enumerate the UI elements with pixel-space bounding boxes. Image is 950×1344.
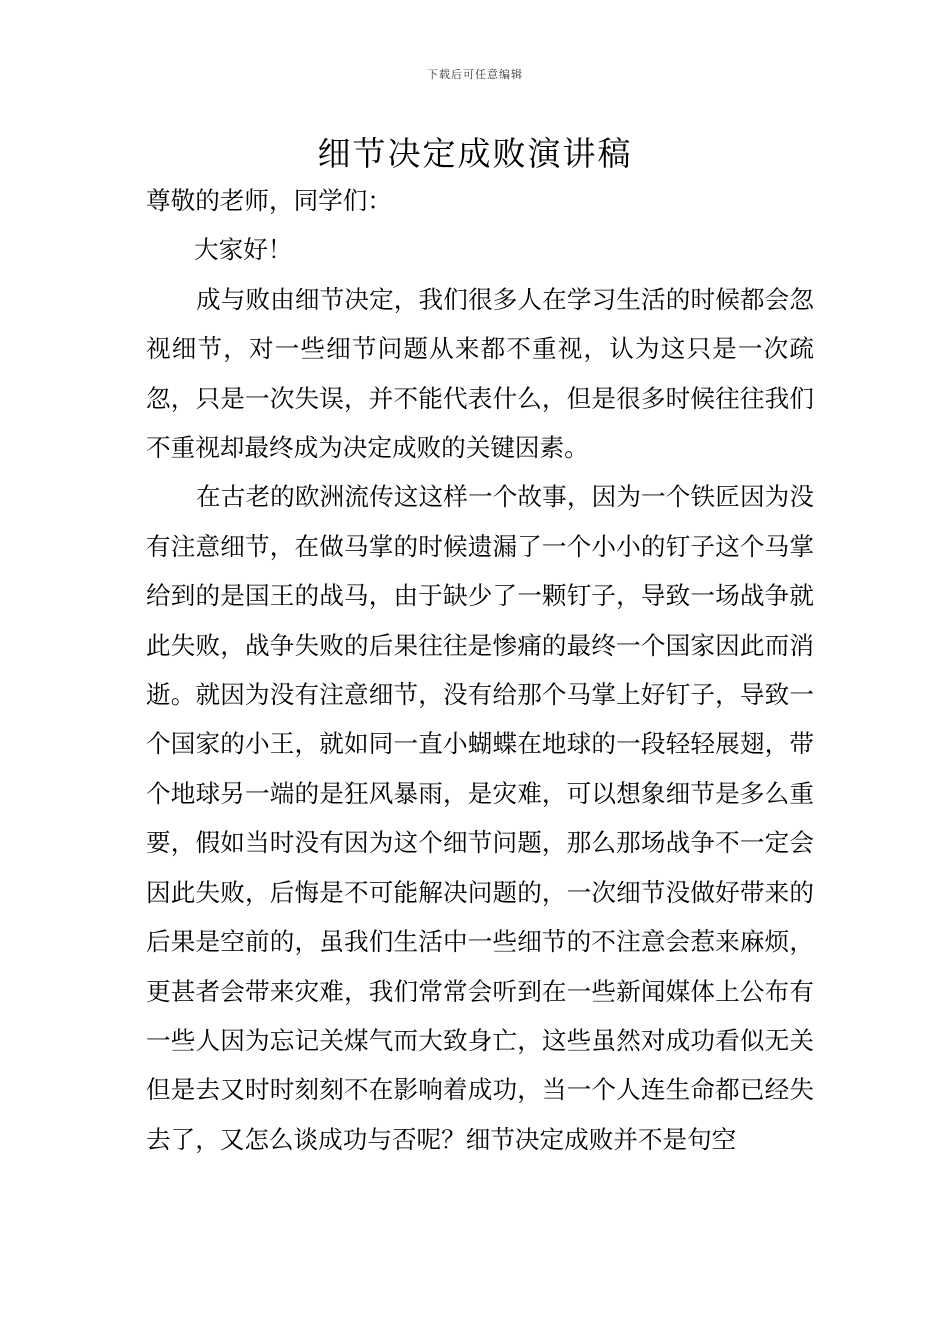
- document-title: 细节决定成败演讲稿: [317, 134, 633, 173]
- page-header-note: 下载后可任意编辑: [427, 68, 523, 81]
- greeting-line: 大家好！: [194, 235, 293, 265]
- speech-body: [146, 176, 814, 1164]
- paragraph-intro: 成与败由细节决定，我们很多人在学习生活的时候都会忽视细节，对一些细节问题从来都不重视，认为这只是一次疏忽，只是一次失误，并不能代表什么，但是很多时候往往我们不重视却最终成为决定成败的关键因素。: [146, 284, 814, 463]
- paragraph-story: 在古老的欧洲流传这这样一个故事，因为一个铁匠因为没有注意细节，在做马掌的时候遗漏了一个小小的钉子这个马掌给到的是国王的战马，由于缺少了一颗钉子，导致一场战争就此失败，战争失败的后果往往是惨痛的最终一个国家因此而消逝。就因为没有注意细节，没有给那个马掌上好钉子，导致一个国家的小王，就如同一直小蝴蝶在地球的一段轻轻展翅，带个地球另一端的是狂风暴雨，是灾难，可以想象细节是多么重要，假如当时没有因为这个细节问题，那么那场战争不一定会因此失败，后悔是不可能解决问题的，一次细节没做好带来的后果是空前的，虽我们生活中一些细节的不注意会惹来麻烦，更甚者会带来灾难，我们常常会听到在一些新闻媒体上公布有一些人因为忘记关煤气而大致身亡，这些虽然对成功看似无关但是去又时时刻刻不在影响着成功，当一个人连生命都已经失去了，又怎么谈成功与否呢？细节决定成败并不是句空: [146, 482, 814, 1154]
- salutation-line: 尊敬的老师，同学们：: [146, 186, 392, 215]
